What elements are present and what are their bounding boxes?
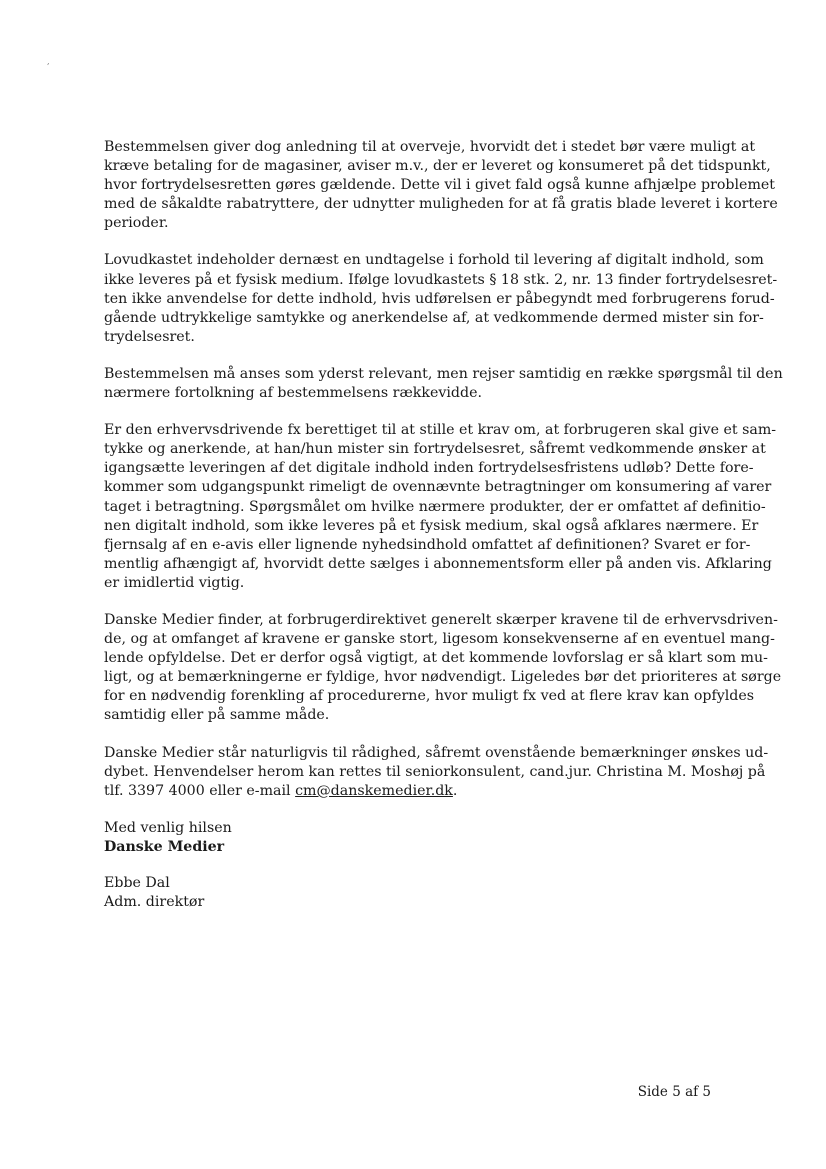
text-line: lende opfyldelse. Det er derfor også vigtigt, at det kommende lovforslag er så klart som mu- xyxy=(104,650,768,667)
text-line: nen digitalt indhold, som ikke leveres på et fysisk medium, skal også afklares nærmere. Er xyxy=(104,517,759,534)
text-line: ligt, og at bemærkningerne er fyldige, hvor nødvendigt. Ligeledes bør det prioriteres at sørge xyxy=(104,669,782,686)
text-line: trydelsesret. xyxy=(104,328,195,345)
text-line: tykke og anerkende, at han/hun mister sin fortrydelsesret, såfremt vedkommende ønsker at xyxy=(104,441,766,458)
page-number: Side 5 af 5 xyxy=(637,1084,711,1100)
paragraph-1 xyxy=(104,138,778,233)
text-line: for en nødvendig forenkling af procedurerne, hvor muligt fx ved at flere krav kan opfyldes xyxy=(104,688,755,705)
signature-block xyxy=(104,874,716,912)
scan-mark: , xyxy=(47,57,50,66)
signer-name: Ebbe Dal xyxy=(104,875,170,891)
text-line: hvor fortrydelsesretten gøres gældende. Dette vil i givet fald også kunne afhjælpe problemet xyxy=(104,177,775,194)
text-line: ikke leveres på et fysisk medium. Ifølge lovudkastets § 18 stk. 2, nr. 13 finder fortrydelsesret- xyxy=(104,271,778,288)
text-line: med de såkaldte rabatryttere, der udnytter muligheden for at få gratis blade leveret i kortere xyxy=(104,196,778,213)
text-line: mentlig afhængigt af, hvorvidt dette sælges i abonnementsform eller på anden vis. Afklaring xyxy=(104,555,772,572)
text-line: fjernsalg af en e-avis eller lignende nyhedsindhold omfattet af definitionen? Svaret er for- xyxy=(104,536,751,553)
text-line: er imidlertid vigtig. xyxy=(104,574,245,591)
paragraph-2 xyxy=(104,251,778,346)
text-line: de, og at omfanget af kravene er ganske stort, ligesom konsekvenserne af en eventuel mang- xyxy=(104,631,775,648)
email-link[interactable]: cm@danskemedier.dk xyxy=(295,782,453,799)
contact-prefix: tlf. 3397 4000 eller e-mail xyxy=(104,782,296,799)
paragraph-5 xyxy=(104,611,782,726)
text-line: igangsætte leveringen af det digitale indhold inden fortrydelsesfristens udløb? Dette fore- xyxy=(104,460,754,477)
paragraph-3 xyxy=(104,365,783,403)
text-line: Bestemmelsen må anses som yderst relevant, men rejser samtidig en række spørgsmål til den xyxy=(104,365,783,382)
greeting: Med venlig hilsen xyxy=(104,819,232,836)
text-line: Danske Medier står naturligvis til rådighed, såfremt ovenstående bemærkninger ønskes ud- xyxy=(104,744,769,761)
text-line: taget i betragtning. Spørgsmålet om hvilke nærmere produkter, der er omfattet af definitio- xyxy=(104,498,766,515)
contact-suffix: . xyxy=(452,782,458,799)
paragraph-6 xyxy=(104,744,769,801)
organization-name: Danske Medier xyxy=(104,838,225,855)
text-line: kræve betaling for de magasiner, aviser m.v., der er leveret og konsumeret på det tidspunkt, xyxy=(104,158,771,175)
closing-block xyxy=(104,819,716,912)
text-line: perioder. xyxy=(104,215,169,232)
text-line: Lovudkastet indeholder dernæst en undtagelse i forhold til levering af digitalt indhold, som xyxy=(104,252,764,269)
text-line: samtidig eller på samme måde. xyxy=(104,707,330,724)
paragraph-4 xyxy=(104,421,777,593)
contact-line xyxy=(104,782,716,801)
text-line: Er den erhvervsdrivende fx berettiget til at stille et krav om, at forbrugeren skal give et sam- xyxy=(104,422,777,439)
text-line: Bestemmelsen giver dog anledning til at overveje, hvorvidt det i stedet bør være muligt at xyxy=(104,139,756,155)
text-line: dybet. Henvendelser herom kan rettes til seniorkonsulent, cand.jur. Christina M. Moshøj på xyxy=(104,763,766,780)
text-line: ten ikke anvendelse for dette indhold, hvis udførelsen er påbegyndt med forbrugerens forud- xyxy=(104,290,775,307)
text-line: Danske Medier finder, at forbrugerdirektivet generelt skærper kravene til de erhvervsdriven- xyxy=(104,611,778,628)
signer-title: Adm. direktør xyxy=(104,894,205,911)
text-line: kommer som udgangspunkt rimeligt de ovennævnte betragtninger om konsumering af varer xyxy=(104,479,772,496)
text-line: gående udtrykkelige samtykke og anerkendelse af, at vedkommende dermed mister sin for- xyxy=(104,309,764,326)
letter-body xyxy=(104,138,783,912)
text-line: nærmere fortolkning af bestemmelsens rækkevidde. xyxy=(104,385,482,402)
